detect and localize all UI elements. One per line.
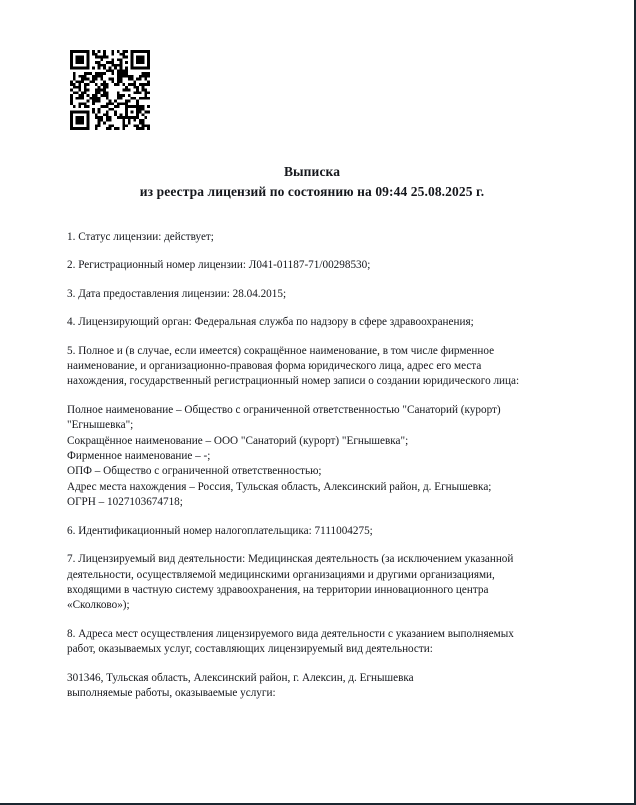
item-5-names	[67, 344, 577, 390]
item-4-licensing-authority	[67, 315, 577, 330]
qr-code	[70, 50, 150, 130]
entity-ogrn: ОГРН – 1027103674718;	[67, 496, 183, 509]
item-1-status	[67, 230, 577, 245]
page-title-line-2: из реестра лицензий по состоянию на 09:44 25.08.2025 г.	[139, 184, 485, 199]
item-1-status-line-1: 1. Статус лицензии: действует;	[67, 231, 214, 243]
qr-code-canvas	[70, 50, 150, 130]
page-title-line-1: Выписка	[283, 164, 341, 179]
entity-address: Адрес места нахождения – Россия, Тульская область, Алексинский район, д. Егнышевка;	[67, 480, 492, 493]
address-detail-postal: 301346, Тульская область, Алексинский район, г. Алексин, д. Егнышевка	[67, 671, 414, 684]
entity-full-name-line-1: Полное наименование – Общество с ограниченной ответственностью "Санаторий (курорт)	[67, 403, 501, 416]
item-2-reg-number-line-1: 2. Регистрационный номер лицензии: Л041-01187-71/00298530;	[67, 259, 371, 272]
item-3-date-line-1: 3. Дата предоставления лицензии: 28.04.2015;	[67, 287, 287, 300]
item-5-names-line-2: наименование, и организационно-правовая форма юридического лица, адрес его места	[67, 360, 482, 373]
item-7-activity-type-line-4: «Сколково»);	[67, 599, 130, 612]
item-8-addresses-line-2: работ, оказываемых услуг, составляющих лицензируемый вид деятельности:	[67, 643, 433, 656]
item-6-inn	[67, 524, 577, 539]
item-7-activity-type-line-1: 7. Лицензируемый вид деятельности: Медицинская деятельность (за исключением указанной	[67, 553, 514, 566]
entity-legal-form: ОПФ – Общество с ограниченной ответственностью;	[67, 465, 322, 478]
address-detail-block	[67, 671, 577, 702]
document-body	[67, 230, 577, 714]
item-7-activity-type-line-3: входящими в частную систему здравоохранения, на территории инновационного центра	[67, 583, 489, 596]
entity-brand-name: Фирменное наименование – -;	[67, 450, 211, 463]
item-8-addresses	[67, 627, 577, 658]
page-title	[0, 162, 624, 202]
item-7-activity-type-line-2: деятельности, осуществляемой медицинскими организациями и другими организациями,	[67, 568, 495, 581]
entity-short-name: Сокращённое наименование – ООО "Санаторий (курорт) "Егнышевка";	[67, 434, 409, 447]
item-6-inn-line-1: 6. Идентификационный номер налогоплательщика: 7111004275;	[67, 524, 373, 537]
item-7-activity-type	[67, 552, 577, 614]
item-3-date	[67, 287, 577, 302]
address-detail-services-label: выполняемые работы, оказываемые услуги:	[67, 686, 276, 699]
item-8-addresses-line-1: 8. Адреса мест осуществления лицензируемого вида деятельности с указанием выполняемых	[67, 627, 514, 640]
item-5-names-line-1: 5. Полное и (в случае, если имеется) сокращённое наименование, в том числе фирменное	[67, 344, 495, 357]
item-4-licensing-authority-line-1: 4. Лицензирующий орган: Федеральная служба по надзору в сфере здравоохранения;	[67, 316, 474, 329]
entity-full-name-line-2: "Егнышевка";	[67, 419, 134, 432]
item-2-reg-number	[67, 258, 577, 273]
entity-details-block	[67, 403, 577, 511]
item-5-names-line-3: нахождения, государственный регистрационный номер записи о создании юридического лица:	[67, 375, 520, 388]
